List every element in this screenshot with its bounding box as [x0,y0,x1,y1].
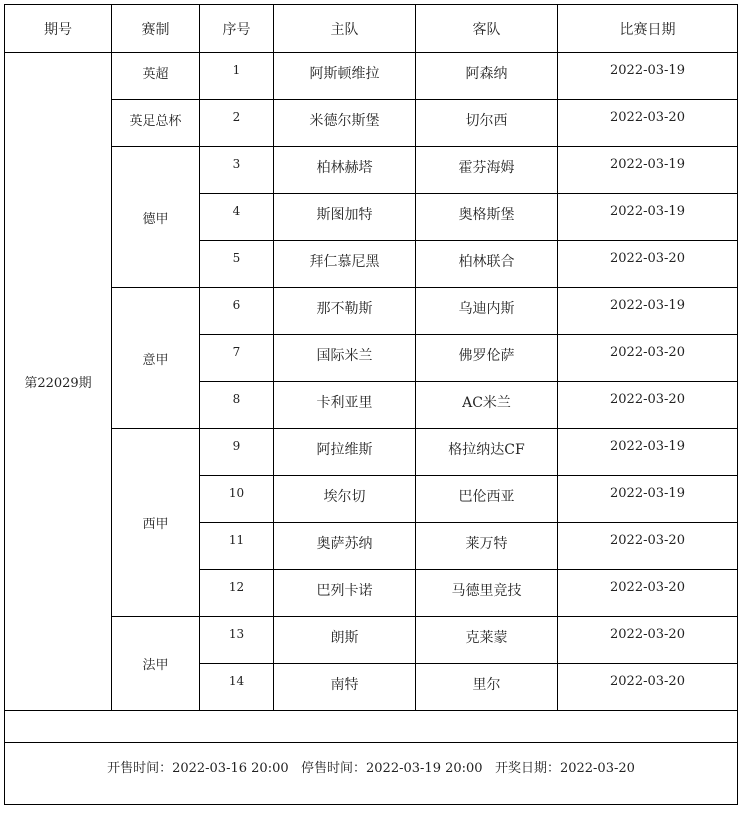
seq-cell: 2 [200,100,274,147]
home-team-cell: 国际米兰 [274,335,416,382]
away-team-cell: 霍芬海姆 [416,147,558,194]
home-team-cell: 奥萨苏纳 [274,523,416,570]
home-team-cell: 斯图加特 [274,194,416,241]
away-team-cell: 切尔西 [416,100,558,147]
home-team-cell: 南特 [274,664,416,711]
table-row [5,617,738,664]
header-seq: 序号 [200,5,274,53]
date-cell: 2022-03-19 [558,53,738,100]
competition-cell: 意甲 [112,288,200,429]
away-team-cell: 佛罗伦萨 [416,335,558,382]
away-team-cell: AC米兰 [416,382,558,429]
home-team-cell: 柏林赫塔 [274,147,416,194]
away-team-cell: 莱万特 [416,523,558,570]
seq-cell: 1 [200,53,274,100]
away-team-cell: 格拉纳达CF [416,429,558,476]
table-row [5,147,738,194]
competition-cell: 法甲 [112,617,200,711]
blank-row [5,711,738,743]
blank-cell [5,711,738,743]
home-team-cell: 拜仁慕尼黑 [274,241,416,288]
footer-row [5,743,738,805]
home-team-cell: 巴列卡诺 [274,570,416,617]
issue-cell: 第22029期 [5,53,112,711]
header-issue: 期号 [5,5,112,53]
date-cell: 2022-03-20 [558,100,738,147]
seq-cell: 11 [200,523,274,570]
seq-cell: 13 [200,617,274,664]
table-row [5,53,738,100]
header-row [5,5,738,53]
seq-cell: 9 [200,429,274,476]
table-row [5,429,738,476]
header-home: 主队 [274,5,416,53]
date-cell: 2022-03-19 [558,476,738,523]
competition-cell: 西甲 [112,429,200,617]
date-cell: 2022-03-20 [558,664,738,711]
seq-cell: 3 [200,147,274,194]
header-away: 客队 [416,5,558,53]
away-team-cell: 里尔 [416,664,558,711]
competition-cell: 英足总杯 [112,100,200,147]
seq-cell: 12 [200,570,274,617]
header-date: 比赛日期 [558,5,738,53]
home-team-cell: 埃尔切 [274,476,416,523]
date-cell: 2022-03-20 [558,335,738,382]
home-team-cell: 卡利亚里 [274,382,416,429]
seq-cell: 7 [200,335,274,382]
seq-cell: 4 [200,194,274,241]
table-row [5,100,738,147]
competition-cell: 德甲 [112,147,200,288]
away-team-cell: 乌迪内斯 [416,288,558,335]
sale-info: 开售时间：2022-03-16 20:00 停售时间：2022-03-19 20:00 开奖日期：2022-03-20 [5,743,738,805]
home-team-cell: 朗斯 [274,617,416,664]
date-cell: 2022-03-20 [558,570,738,617]
seq-cell: 8 [200,382,274,429]
date-cell: 2022-03-19 [558,288,738,335]
table-row [5,288,738,335]
home-team-cell: 阿斯顿维拉 [274,53,416,100]
home-team-cell: 那不勒斯 [274,288,416,335]
seq-cell: 5 [200,241,274,288]
date-cell: 2022-03-20 [558,523,738,570]
date-cell: 2022-03-19 [558,147,738,194]
away-team-cell: 马德里竞技 [416,570,558,617]
seq-cell: 14 [200,664,274,711]
away-team-cell: 巴伦西亚 [416,476,558,523]
date-cell: 2022-03-20 [558,241,738,288]
date-cell: 2022-03-19 [558,194,738,241]
home-team-cell: 阿拉维斯 [274,429,416,476]
away-team-cell: 阿森纳 [416,53,558,100]
away-team-cell: 克莱蒙 [416,617,558,664]
seq-cell: 10 [200,476,274,523]
match-schedule-table [4,4,738,805]
date-cell: 2022-03-20 [558,382,738,429]
away-team-cell: 奥格斯堡 [416,194,558,241]
header-competition: 赛制 [112,5,200,53]
date-cell: 2022-03-19 [558,429,738,476]
away-team-cell: 柏林联合 [416,241,558,288]
competition-cell: 英超 [112,53,200,100]
date-cell: 2022-03-20 [558,617,738,664]
seq-cell: 6 [200,288,274,335]
home-team-cell: 米德尔斯堡 [274,100,416,147]
